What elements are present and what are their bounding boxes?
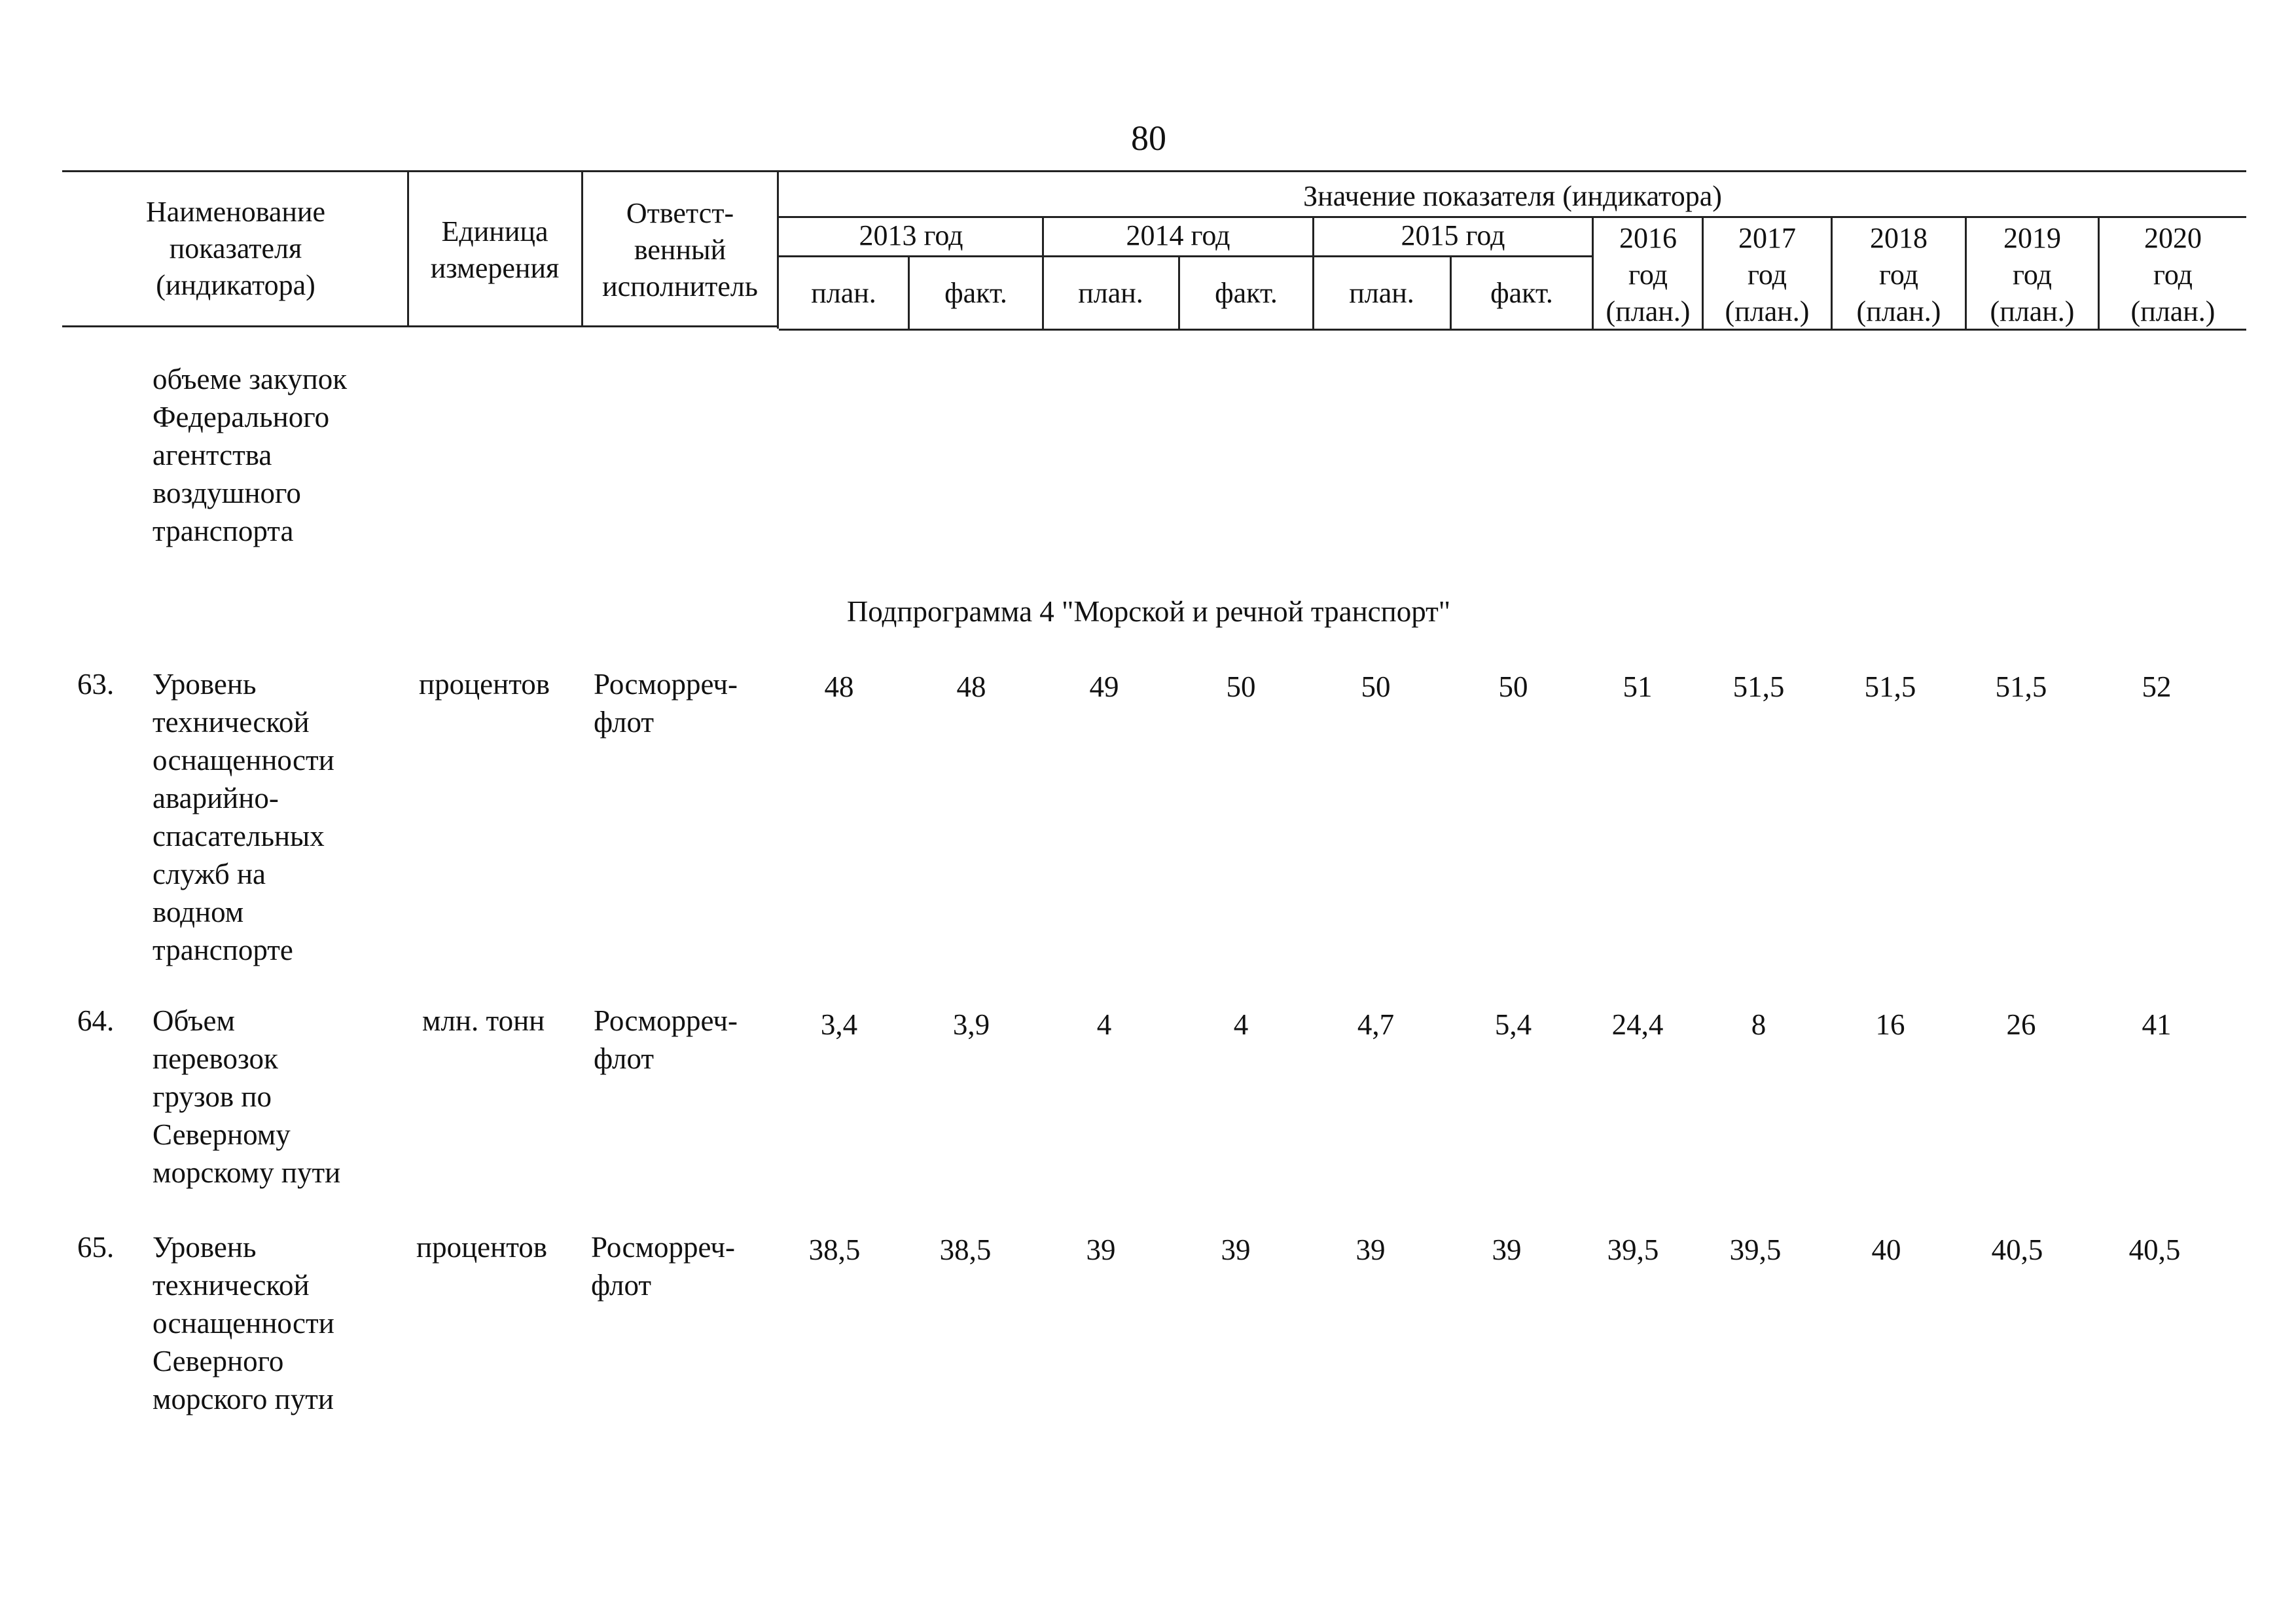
value-2013-fact: 38,5 [939,1233,992,1266]
page-number: 80 [1131,119,1166,158]
responsible: Росморреч- флот [594,668,738,739]
unit: процентов [416,1231,548,1264]
value-2018: 40 [1871,1233,1901,1266]
value-2015-plan: 39 [1355,1233,1386,1266]
value-2014-plan: 49 [1089,670,1119,703]
value-2016: 51 [1623,670,1653,703]
value-2013-plan: 3,4 [820,1008,858,1041]
value-2020: 41 [2142,1008,2172,1041]
header-top-rule [62,170,2246,172]
header-left-bottom-rule [62,325,779,327]
value-2015-fact: 5,4 [1494,1008,1532,1041]
value-2015-fact: 39 [1492,1233,1522,1266]
row-number: 65. [77,1231,115,1264]
header-unit: Единица измерения [430,215,560,284]
header-year-2015: 2015 год [1401,219,1505,251]
continuation-text: объеме закупок Федерального агентства воздушного транспорта [152,363,348,547]
header-plan: план. [1349,277,1414,309]
row-number: 63. [77,668,115,701]
value-2017: 8 [1751,1008,1767,1041]
unit: млн. тонн [422,1004,545,1037]
header-year-2018: 2018 год (план.) [1856,222,1941,327]
value-2015-plan: 50 [1361,670,1391,703]
header-plan: план. [811,277,876,309]
value-2013-plan: 48 [824,670,854,703]
value-2017: 51,5 [1732,670,1785,703]
value-2015-fact: 50 [1498,670,1528,703]
value-2013-plan: 38,5 [808,1233,861,1266]
subprogram-title: Подпрограмма 4 "Морской и речной транспорт" [846,595,1451,628]
value-2020: 40,5 [2128,1233,2181,1266]
indicator-name: Уровень технической оснащенности аварийно- спасательных служб на водном транспорте [152,668,334,966]
value-2016: 39,5 [1607,1233,1659,1266]
value-2017: 39,5 [1729,1233,1782,1266]
value-2018: 16 [1875,1008,1905,1041]
indicator-name: Уровень технической оснащенности Северного морского пути [152,1231,334,1415]
header-fact: факт. [1215,277,1278,309]
value-2014-fact: 50 [1226,670,1256,703]
header-year-2013: 2013 год [859,219,963,251]
col-divider [581,172,583,327]
value-2014-fact: 39 [1221,1233,1251,1266]
value-2014-plan: 4 [1096,1008,1112,1041]
unit: процентов [419,668,550,701]
indicator-name: Объем перевозок грузов по Северному морскому пути [152,1004,341,1189]
responsible: Росморреч- флот [594,1004,738,1075]
value-2013-fact: 3,9 [952,1008,990,1041]
header-year-2019: 2019 год (план.) [1990,222,2075,327]
header-name: Наименование показателя (индикатора) [145,196,326,301]
header-year-2016: 2016 год (план.) [1605,222,1691,327]
header-plan: план. [1078,277,1143,309]
value-2016: 24,4 [1611,1008,1664,1041]
col-divider [407,172,409,327]
responsible: Росморреч- флот [591,1231,735,1302]
value-2020: 52 [2142,670,2172,703]
value-2019: 51,5 [1995,670,2047,703]
header-year-rule [779,255,1594,257]
header-fact: факт. [1490,277,1553,309]
value-2013-fact: 48 [956,670,986,703]
value-2014-plan: 39 [1086,1233,1116,1266]
value-2018: 51,5 [1864,670,1916,703]
value-2015-plan: 4,7 [1357,1008,1395,1041]
value-2014-fact: 4 [1233,1008,1249,1041]
header-year-2017: 2017 год (план.) [1725,222,1810,327]
value-2019: 40,5 [1991,1233,2043,1266]
header-value-group: Значение показателя (индикатора) [1303,180,1722,212]
header-year-2020: 2020 год (план.) [2130,222,2215,327]
value-2019: 26 [2006,1008,2036,1041]
header-responsible: Ответст- венный исполнитель [602,197,758,302]
row-number: 64. [77,1004,115,1037]
header-fact: факт. [944,277,1007,309]
header-year-2014: 2014 год [1126,219,1230,251]
